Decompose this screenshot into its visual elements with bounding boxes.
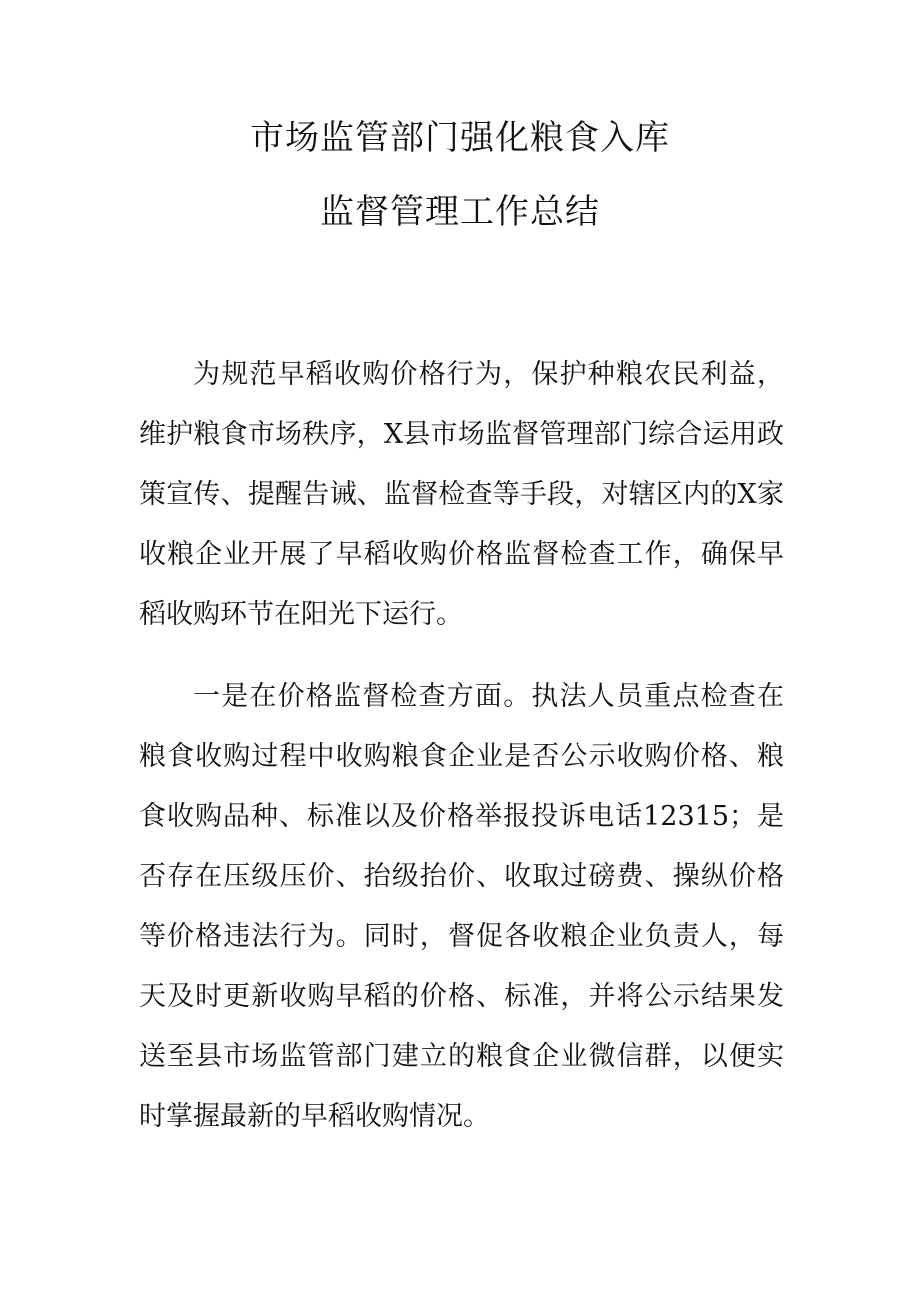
body-paragraph-2: 一是在价格监督检查方面。执法人员重点检查在粮食收购过程中收购粮食企业是否公示收购价格、粮食收购品种、标准以及价格举报投诉电话12315；是否存在压级压价、抬级抬价、收取过磅费、操纵价格等价格违法行为。同时，督促各收粮企业负责人，每天及时更新收购早稻的价格、标准，并将公示结果发送至县市场监管部门建立的粮食企业微信群，以便实时掌握最新的早稻收购情况。 [139, 681, 784, 1132]
document-title-line-1: 市场监管部门强化粮食入库 [250, 118, 670, 158]
document-title-line-2: 监督管理工作总结 [320, 192, 600, 232]
body-paragraph-1: 为规范早稻收购价格行为，保护种粮农民利益，维护粮食市场秩序，X县市场监督管理部门综合运用政策宣传、提醒告诫、监督检查等手段，对辖区内的X家收粮企业开展了早稻收购价格监督检查工作，确保早稻收购环节在阳光下运行。 [139, 359, 784, 630]
